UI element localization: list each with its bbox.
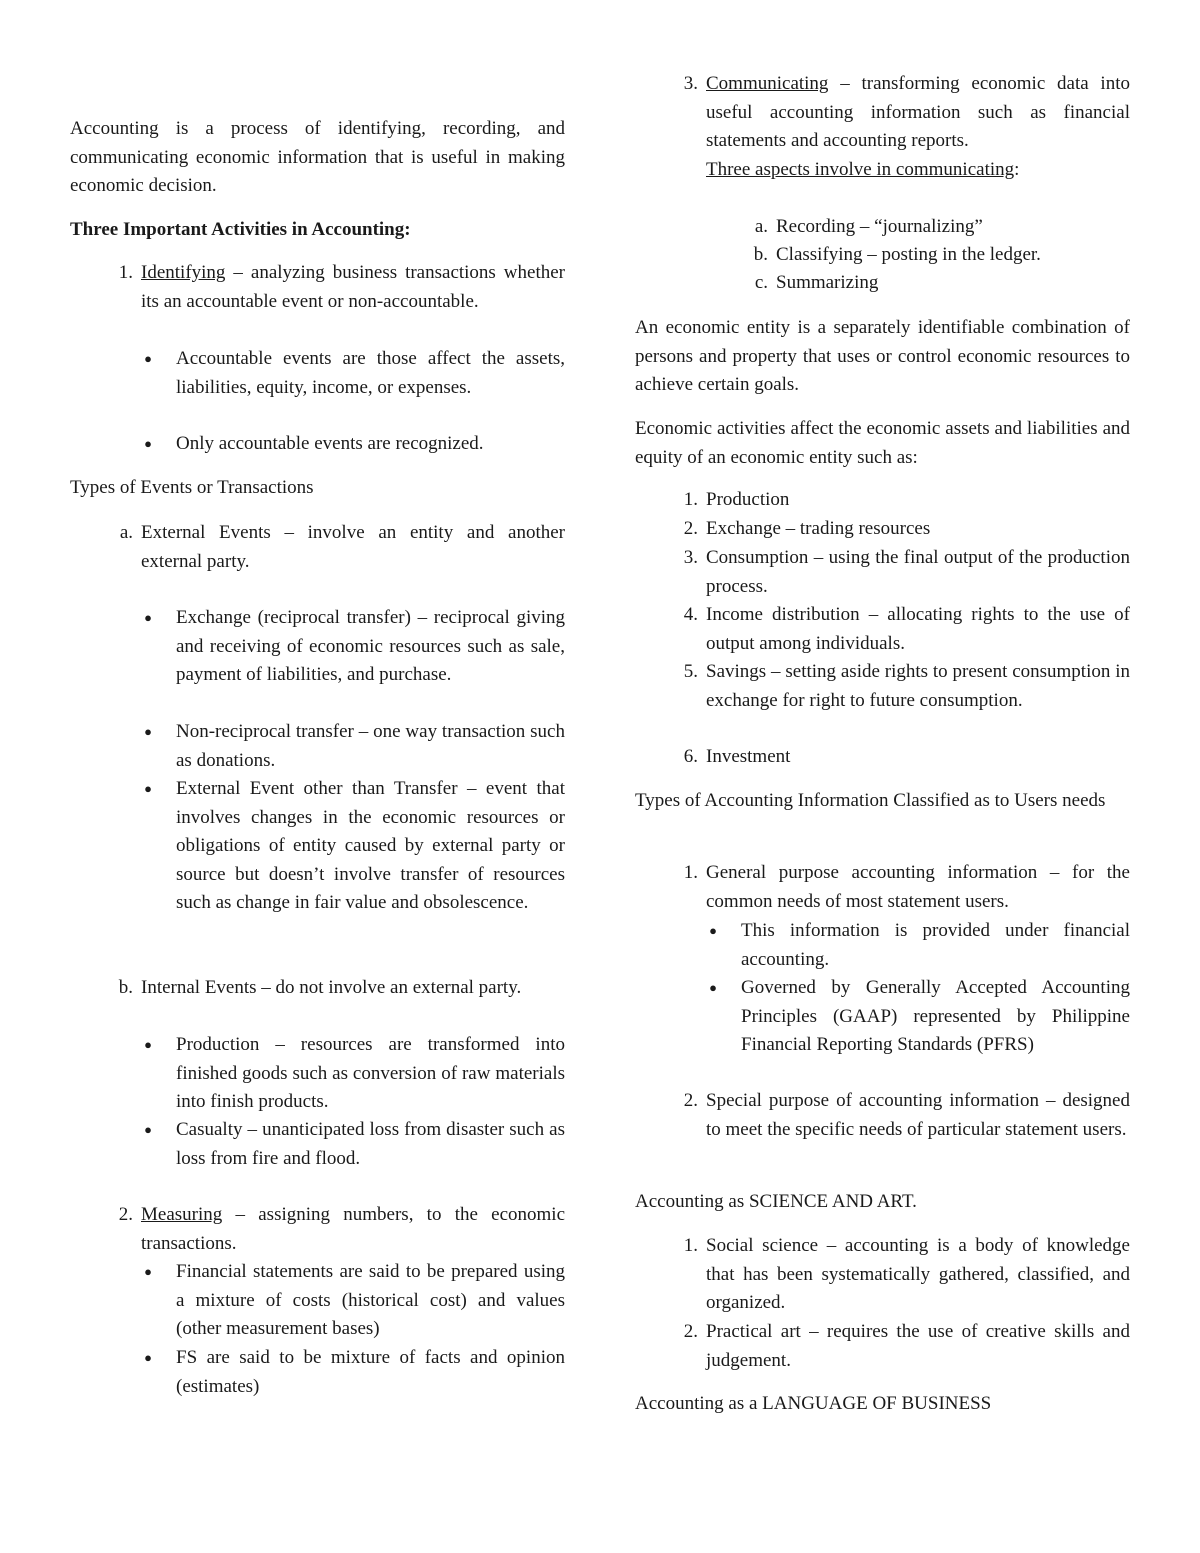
list-item-text: – transforming economic data into useful accounting information such as financial statements and accounting reports. <box>706 73 1130 152</box>
bullet-item <box>709 917 1130 974</box>
bullet-text: Financial statements are said to be prepared using a mixture of costs (historical cost) and values (other measurement bases) <box>176 1261 565 1340</box>
activity-item: 1. Production <box>706 486 1130 515</box>
intro-paragraph: Accounting is a process of identifying, recording, and communicating economic information that is useful in making economic decision. <box>70 118 565 197</box>
aspect-item <box>754 269 1130 298</box>
aspects-label: Three aspects involve in communicating: <box>706 159 1020 180</box>
bullet-item <box>144 718 565 775</box>
term-identifying: Identifying <box>141 262 226 283</box>
aspect-item <box>753 241 1130 270</box>
science-paragraph: Accounting as SCIENCE AND ART. <box>635 1191 917 1212</box>
term-measuring: Measuring <box>141 1204 223 1225</box>
bullet-icon: ● <box>709 980 717 995</box>
entity-paragraph: An economic entity is a separately identifiable combination of persons and property that uses or control economic resources to achieve certain goals. <box>635 317 1130 396</box>
list-item-text: Internal Events – do not involve an external party. <box>141 977 522 998</box>
list-number: 1. <box>118 262 133 283</box>
list-number: 1. <box>683 489 698 510</box>
list-item-communicating <box>683 70 1130 156</box>
bullet-icon: ● <box>144 436 152 451</box>
bullet-text: Production – resources are transformed into finished goods such as conversion of raw materials into finish products. <box>176 1034 565 1113</box>
activities-paragraph: Economic activities affect the economic assets and liabilities and equity of an economic entity such as: <box>635 418 1130 468</box>
bullet-item <box>709 974 1130 1060</box>
list-letter: b. <box>753 244 768 265</box>
bullet-icon: ● <box>144 351 152 366</box>
aspect-text: Classifying – posting in the ledger. <box>776 244 1041 265</box>
language-paragraph: Accounting as a LANGUAGE OF BUSINESS <box>635 1393 992 1414</box>
bullet-text: Exchange (reciprocal transfer) – reciprocal giving and receiving of economic resources such as sale, payment of liabilities, and purchase. <box>176 607 565 686</box>
bullet-text: Only accountable events are recognized. <box>176 433 484 454</box>
bullet-icon: ● <box>144 1264 152 1279</box>
term-communicating: Communicating <box>706 73 829 94</box>
bullet-text: FS are said to be mixture of facts and opinion (estimates) <box>176 1347 565 1397</box>
list-item-special-purpose: 2. Special purpose of accounting information – designed to meet the specific needs of particular statement users. <box>706 1087 1130 1144</box>
bullet-item <box>144 1116 565 1173</box>
activity-item: 2. Exchange – trading resources <box>706 515 1130 544</box>
types-heading: Types of Events or Transactions <box>70 477 314 498</box>
list-item-internal <box>118 974 565 1003</box>
bullet-item <box>144 775 565 918</box>
bullet-text: Non-reciprocal transfer – one way transaction such as donations. <box>176 721 565 771</box>
list-number: 3. <box>683 73 698 94</box>
bullet-item <box>144 1258 565 1344</box>
bullet-text: External Event other than Transfer – event that involves changes in the economic resources or obligations of entity caused by external party or source but doesn’t involve transfer of resources such as change in fair value and obsolescence. <box>176 778 565 914</box>
science-item: 2. Practical art – requires the use of creative skills and judgement. <box>706 1318 1130 1375</box>
aspect-text: Recording – “journalizing” <box>776 216 983 237</box>
list-number: 6. <box>683 746 698 767</box>
list-number: 2. <box>118 1204 133 1225</box>
list-letter: a. <box>754 216 768 237</box>
list-letter: a. <box>119 522 133 543</box>
list-number: 5. <box>683 661 698 682</box>
activity-item: 5. Savings – setting aside rights to present consumption in exchange for right to future consumption. <box>706 658 1130 715</box>
list-number: 4. <box>683 604 698 625</box>
list-number: 2. <box>683 1090 698 1111</box>
aspect-item <box>754 213 1130 242</box>
bullet-icon: ● <box>709 923 717 938</box>
bullet-text: Accountable events are those affect the assets, liabilities, equity, income, or expenses. <box>176 348 565 398</box>
bullet-item <box>144 1031 565 1117</box>
bullet-icon: ● <box>144 1350 152 1365</box>
list-item-identifying <box>118 259 565 316</box>
bullet-item <box>144 604 565 690</box>
list-item-text: – assigning numbers, to the economic transactions. <box>141 1204 565 1254</box>
bullet-icon: ● <box>144 1122 152 1137</box>
bullet-item <box>144 345 565 402</box>
bullet-icon: ● <box>144 724 152 739</box>
list-item-text: – analyzing business transactions whether its an accountable event or non-accountable. <box>141 262 565 312</box>
list-item-text: External Events – involve an entity and another external party. <box>141 522 565 572</box>
types-info-paragraph: Types of Accounting Information Classified as to Users needs <box>635 790 1106 811</box>
list-number: 1. <box>683 1235 698 1256</box>
list-number: 2. <box>683 1321 698 1342</box>
activity-item: 6. Investment <box>706 743 1130 772</box>
bullet-item <box>144 430 565 459</box>
bullet-icon: ● <box>144 1037 152 1052</box>
bullet-text: Casualty – unanticipated loss from disaster such as loss from fire and flood. <box>176 1119 565 1169</box>
activities-heading: Three Important Activities in Accounting: <box>70 219 411 240</box>
list-number: 1. <box>683 862 698 883</box>
science-item: 1. Social science – accounting is a body of knowledge that has been systematically gathered, classified, and organized. <box>706 1232 1130 1318</box>
activity-item: 4. Income distribution – allocating rights to the use of output among individuals. <box>706 601 1130 658</box>
bullet-text: This information is provided under financial accounting. <box>741 920 1130 970</box>
bullet-item <box>144 1344 565 1401</box>
list-letter: c. <box>754 272 768 293</box>
bullet-icon: ● <box>144 610 152 625</box>
list-item-external <box>119 519 565 576</box>
bullet-text: Governed by Generally Accepted Accounting Principles (GAAP) represented by Philippine Financial Reporting Standards (PFRS) <box>741 977 1130 1056</box>
aspect-text: Summarizing <box>776 272 879 293</box>
list-item-general-purpose: 1. General purpose accounting information – for the common needs of most statement users. <box>706 859 1130 916</box>
list-number: 3. <box>683 547 698 568</box>
bullet-icon: ● <box>144 781 152 796</box>
list-number: 2. <box>683 518 698 539</box>
list-item-measuring <box>118 1201 565 1258</box>
activity-item: 3. Consumption – using the final output of the production process. <box>706 544 1130 601</box>
list-letter: b. <box>118 977 133 998</box>
